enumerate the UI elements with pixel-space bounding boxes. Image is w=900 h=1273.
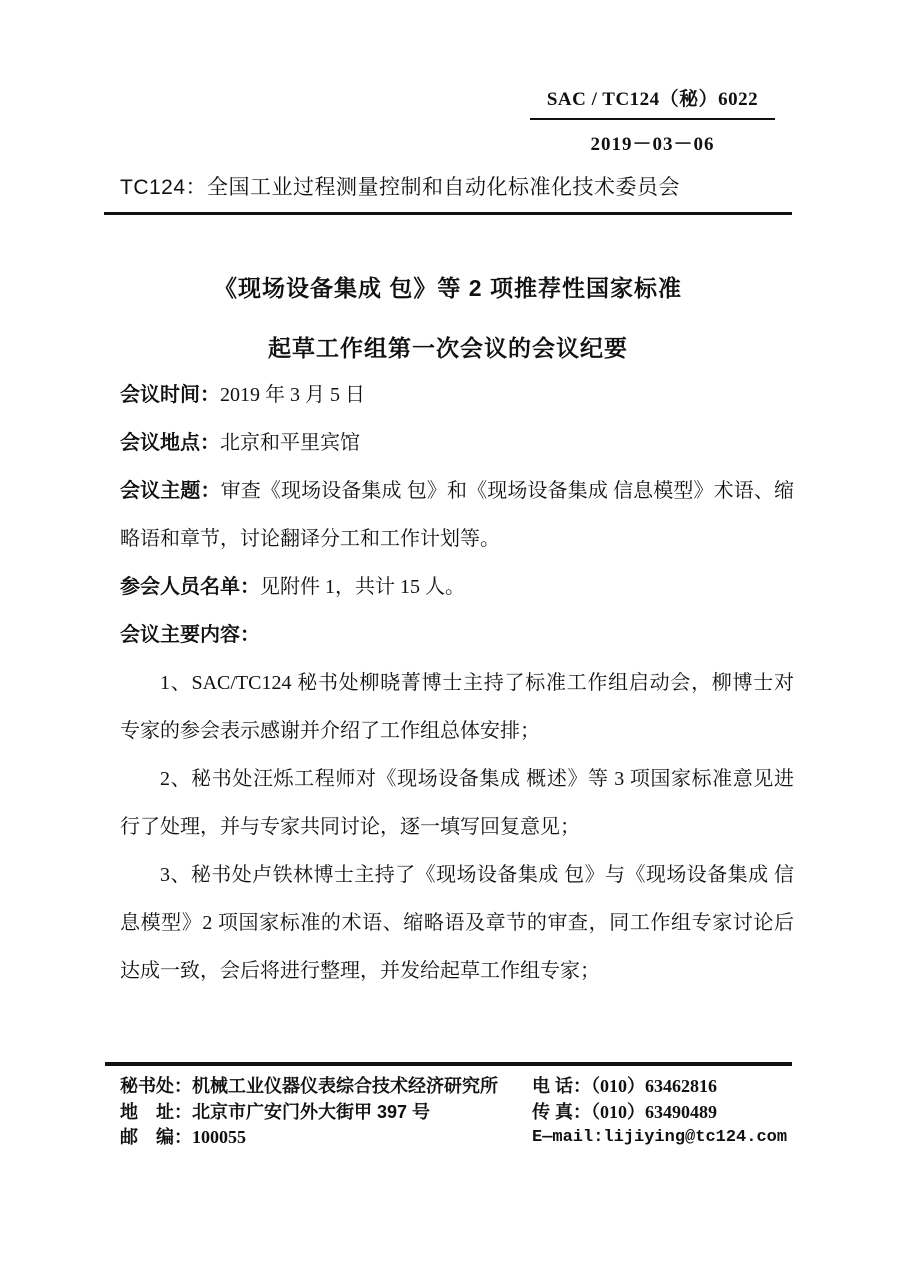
phone-value: （010）63462816 — [591, 1076, 718, 1096]
footer — [120, 1074, 794, 1151]
phone-row — [532, 1074, 794, 1100]
footer-rule — [105, 1062, 792, 1066]
doc-date: 2019－03－06 — [590, 134, 715, 155]
attendees-value: 见附件 1，共计 15 人。 — [260, 576, 465, 598]
meeting-topic-label: 会议主题： — [120, 480, 221, 502]
phone-label: 电 话： — [532, 1076, 592, 1096]
email-label: E—mail: — [532, 1128, 604, 1147]
committee-heading: TC124：全国工业过程测量控制和自动化标准化技术委员会 — [120, 176, 681, 199]
address-label: 地 址： — [120, 1101, 192, 1122]
secretariat-value: 机械工业仪器仪表综合技术经济研究所 — [192, 1076, 498, 1096]
fax-value: （010）63490489 — [591, 1101, 718, 1122]
doc-number-block — [530, 84, 775, 156]
secretariat-label: 秘书处： — [120, 1076, 192, 1096]
meeting-time-value: 2019 年 3 月 5 日 — [220, 384, 365, 406]
committee-rule — [104, 212, 792, 215]
title-line-2: 起草工作组第一次会议的会议纪要 — [268, 335, 628, 361]
footer-left-column — [120, 1074, 532, 1151]
content-paragraph-1: 1、SAC/TC124 秘书处柳晓菁博士主持了标准工作组启动会，柳博士对专家的参会表示感谢并介绍了工作组总体安排； — [120, 672, 794, 742]
postcode-row — [120, 1125, 532, 1151]
meeting-place-label: 会议地点： — [120, 432, 220, 454]
content-paragraph-2: 2、秘书处汪烁工程师对《现场设备集成 概述》等 3 项国家标准意见进行了处理，并与专家共同讨论，逐一填写回复意见； — [120, 768, 794, 838]
postcode-value: 100055 — [192, 1127, 246, 1147]
fax-label: 传 真： — [532, 1101, 592, 1122]
footer-right-column — [532, 1074, 794, 1151]
doc-number-rule — [530, 118, 775, 120]
meeting-topic-row — [120, 467, 794, 563]
fax-row — [532, 1100, 794, 1126]
content-heading: 会议主要内容： — [120, 624, 260, 646]
meeting-place-row — [120, 419, 794, 467]
email-row — [532, 1125, 794, 1151]
email-value: lijiying@tc124.com — [603, 1128, 788, 1147]
secretariat-row — [120, 1074, 532, 1100]
meeting-time-label: 会议时间： — [120, 384, 220, 406]
meeting-time-row — [120, 371, 794, 419]
meeting-place-value: 北京和平里宾馆 — [220, 432, 360, 454]
content-paragraph-3: 3、秘书处卢铁林博士主持了《现场设备集成 包》与《现场设备集成 信息模型》2 项国家标准的术语、缩略语及章节的审查，同工作组专家讨论后达成一致，会后将进行整理，并发给起草工作组专家； — [120, 864, 794, 982]
address-value: 北京市广安门外大街甲 397 号 — [192, 1101, 431, 1122]
document-title — [104, 270, 792, 363]
attendees-row — [120, 563, 794, 611]
postcode-label: 邮 编： — [120, 1127, 192, 1147]
attendees-label: 参会人员名单： — [120, 576, 260, 598]
title-line-1: 《现场设备集成 包》等 2 项推荐性国家标准 — [214, 275, 682, 301]
document-body — [120, 371, 794, 995]
meeting-topic-value: 审查《现场设备集成 包》和《现场设备集成 信息模型》术语、缩略语和章节，讨论翻译分工和工作计划等。 — [120, 480, 795, 550]
doc-number: SAC / TC124（秘）6022 — [546, 89, 759, 110]
address-row — [120, 1100, 532, 1126]
